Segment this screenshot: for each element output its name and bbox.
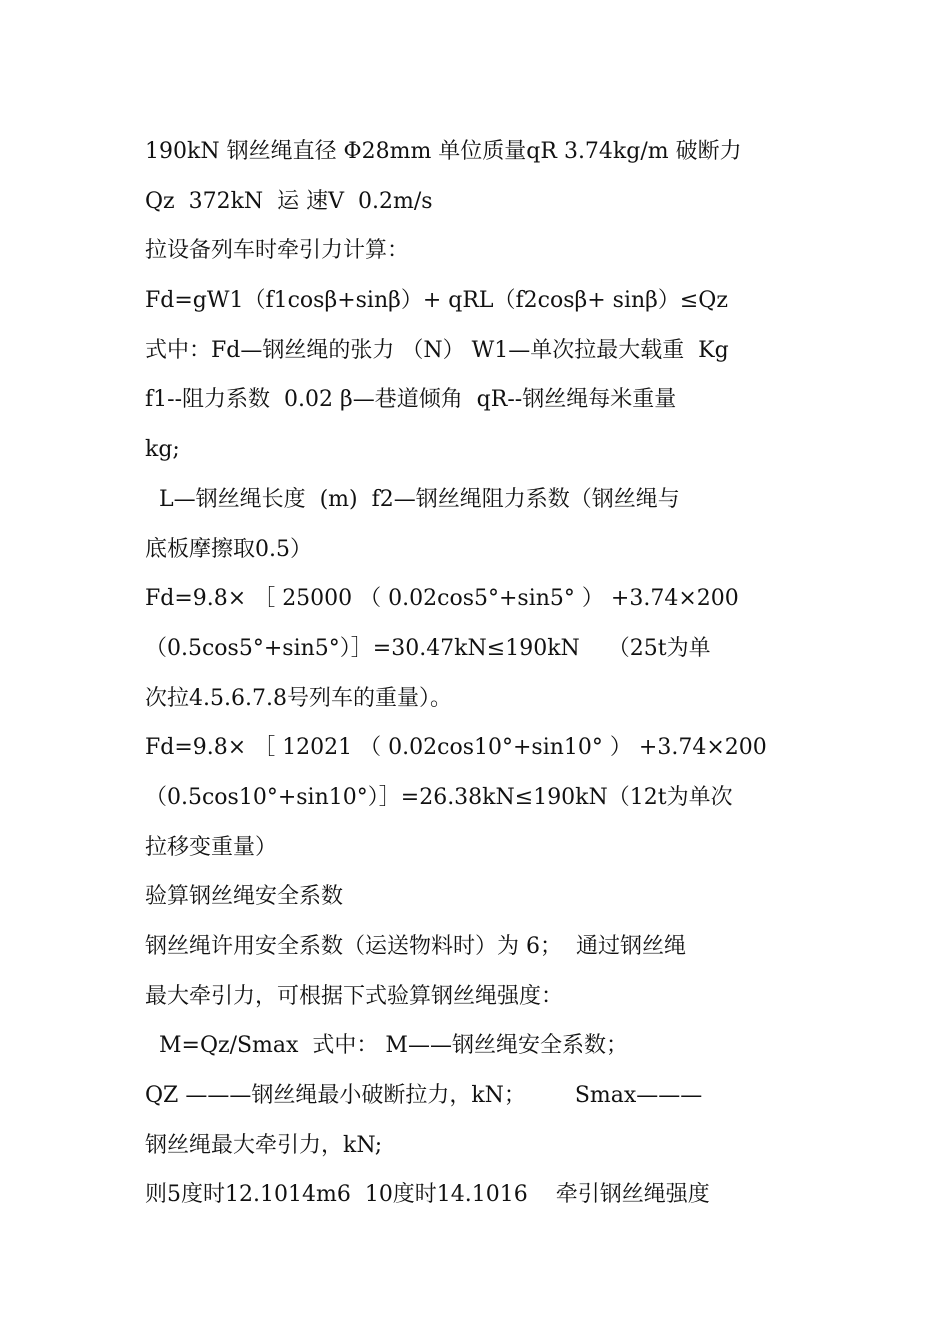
text-line: Qz 372kN 运 速V 0.2m/s: [145, 188, 433, 214]
text-line: Fd=9.8× ［ 12021 （ 0.02cos10°+sin10° ） +3.74×200: [145, 735, 767, 761]
text-line: 则5度时12.1014m6 10度时14.1016 牵引钢丝绳强度: [145, 1182, 710, 1208]
text-line: 最大牵引力，可根据下式验算钢丝绳强度：: [145, 983, 564, 1009]
text-line: （0.5cos5°+sin5°）］=30.47kN≤190kN （25t为单: [145, 635, 711, 661]
text-line: QZ ———钢丝绳最小破断拉力，kN； Smax———: [145, 1083, 703, 1109]
text-line: 拉移变重量）: [145, 834, 278, 860]
text-line: kg;: [145, 437, 180, 463]
text-line: L—钢丝绳长度 (m) f2—钢丝绳阻力系数（钢丝绳与: [145, 486, 680, 512]
text-line: 钢丝绳许用安全系数（运送物料时）为 6； 通过钢丝绳: [145, 934, 686, 959]
text-line: 底板摩擦取0.5）: [145, 536, 312, 562]
text-line: f1--阻力系数 0.02 β—巷道倾角 qR--钢丝绳每米重量: [145, 387, 677, 413]
text-line: 验算钢丝绳安全系数: [145, 884, 344, 910]
text-line: （0.5cos10°+sin10°）］=26.38kN≤190kN（12t为单次: [145, 784, 733, 810]
text-line: 式中：Fd—钢丝绳的张力 （N） W1—单次拉最大载重 Kg: [145, 337, 729, 363]
text-line: 次拉4.5.6.7.8号列车的重量）。: [145, 685, 452, 711]
text-line: 190kN 钢丝绳直径 Φ28mm 单位质量qR 3.74kg/m 破断力: [145, 139, 742, 164]
text-line: Fd=9.8× ［ 25000 （ 0.02cos5°+sin5° ） +3.74×200: [145, 586, 739, 612]
text-line: 拉设备列车时牵引力计算：: [145, 238, 410, 264]
document-body: [145, 127, 807, 1220]
text-line: M=Qz/Smax 式中： M——钢丝绳安全系数；: [145, 1033, 628, 1059]
text-line: 钢丝绳最大牵引力，kN;: [145, 1132, 383, 1158]
text-line: Fd=gW1（f1cosβ+sinβ）+ qRL（f2cosβ+ sinβ）≤Qz: [145, 288, 728, 314]
